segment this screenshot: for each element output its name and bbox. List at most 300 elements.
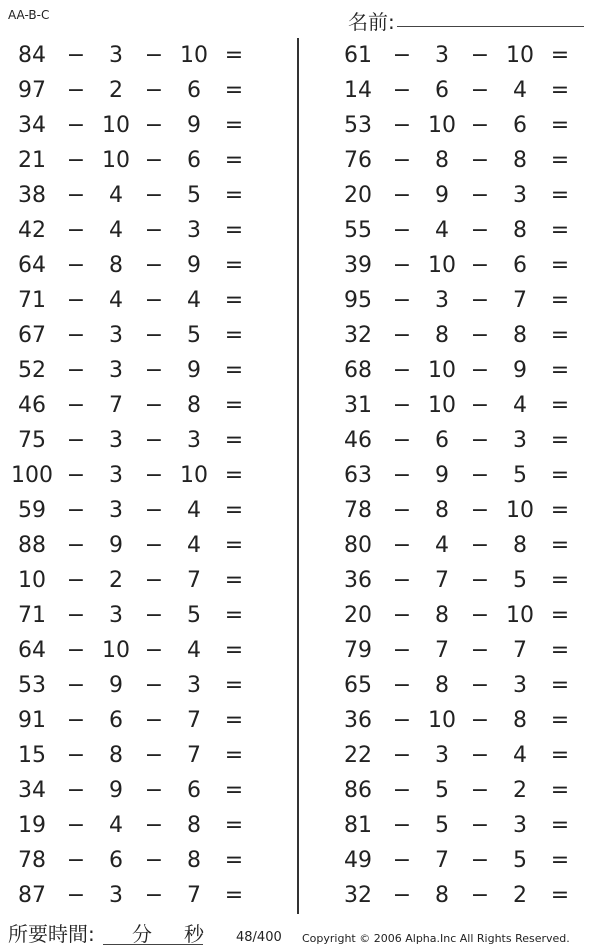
equals-sign: =	[550, 883, 570, 908]
subtrahend-2: 3	[513, 673, 527, 698]
minus-sign: −	[66, 78, 86, 103]
minus-sign: −	[392, 428, 412, 453]
subtrahend-2: 8	[513, 323, 527, 348]
page-number: 48/400	[236, 930, 282, 945]
minuend: 87	[18, 883, 46, 908]
minus-sign: −	[470, 883, 490, 908]
subtrahend-1: 10	[102, 638, 130, 663]
problem-row	[10, 248, 310, 283]
subtrahend-1: 6	[435, 78, 449, 103]
subtrahend-1: 7	[435, 638, 449, 663]
subtrahend-1: 5	[435, 813, 449, 838]
subtrahend-1: 4	[435, 218, 449, 243]
equals-sign: =	[550, 708, 570, 733]
minus-sign: −	[144, 603, 164, 628]
subtrahend-2: 7	[187, 708, 201, 733]
minus-sign: −	[392, 883, 412, 908]
minuend: 14	[344, 78, 372, 103]
minuend: 46	[18, 393, 46, 418]
subtrahend-1: 8	[109, 253, 123, 278]
problem-row	[10, 38, 310, 73]
minuend: 53	[18, 673, 46, 698]
minus-sign: −	[66, 218, 86, 243]
minuend: 46	[344, 428, 372, 453]
subtrahend-2: 8	[187, 813, 201, 838]
subtrahend-1: 3	[109, 603, 123, 628]
minuend: 36	[344, 708, 372, 733]
equals-sign: =	[224, 743, 244, 768]
problem-row	[336, 878, 600, 913]
subtrahend-2: 4	[513, 78, 527, 103]
subtrahend-1: 3	[109, 323, 123, 348]
minuend: 100	[11, 463, 53, 488]
equals-sign: =	[550, 743, 570, 768]
equals-sign: =	[224, 218, 244, 243]
equals-sign: =	[550, 358, 570, 383]
minus-sign: −	[392, 183, 412, 208]
minus-sign: −	[392, 568, 412, 593]
minuend: 42	[18, 218, 46, 243]
subtrahend-1: 8	[435, 883, 449, 908]
subtrahend-1: 3	[435, 743, 449, 768]
problem-row	[10, 213, 310, 248]
problem-row	[10, 703, 310, 738]
subtrahend-1: 2	[109, 568, 123, 593]
minus-sign: −	[470, 743, 490, 768]
minus-sign: −	[144, 323, 164, 348]
subtrahend-1: 4	[109, 813, 123, 838]
subtrahend-1: 8	[109, 743, 123, 768]
equals-sign: =	[224, 883, 244, 908]
equals-sign: =	[550, 673, 570, 698]
minus-sign: −	[470, 323, 490, 348]
minuend: 63	[344, 463, 372, 488]
subtrahend-1: 4	[435, 533, 449, 558]
subtrahend-1: 2	[109, 78, 123, 103]
problem-row	[336, 283, 600, 318]
minuend: 91	[18, 708, 46, 733]
minus-sign: −	[66, 638, 86, 663]
minuend: 78	[18, 848, 46, 873]
equals-sign: =	[550, 393, 570, 418]
minus-sign: −	[392, 813, 412, 838]
minuend: 84	[18, 43, 46, 68]
minus-sign: −	[66, 673, 86, 698]
problem-row	[336, 563, 600, 598]
problem-row	[10, 773, 310, 808]
minus-sign: −	[144, 288, 164, 313]
minuend: 68	[344, 358, 372, 383]
subtrahend-2: 3	[513, 813, 527, 838]
problem-row	[10, 458, 310, 493]
minuend: 34	[18, 113, 46, 138]
subtrahend-1: 3	[109, 428, 123, 453]
worksheet-code: AA-B-C	[8, 8, 50, 22]
seconds-label: 秒	[184, 922, 204, 946]
subtrahend-2: 5	[187, 323, 201, 348]
problem-row	[10, 318, 310, 353]
problem-row	[336, 388, 600, 423]
minus-sign: −	[144, 708, 164, 733]
minuend: 76	[344, 148, 372, 173]
minuend: 19	[18, 813, 46, 838]
subtrahend-2: 9	[187, 358, 201, 383]
equals-sign: =	[550, 428, 570, 453]
subtrahend-1: 8	[435, 673, 449, 698]
equals-sign: =	[550, 568, 570, 593]
subtrahend-2: 8	[513, 148, 527, 173]
problem-row	[10, 283, 310, 318]
minus-sign: −	[144, 743, 164, 768]
equals-sign: =	[224, 183, 244, 208]
minuend: 53	[344, 113, 372, 138]
minus-sign: −	[66, 848, 86, 873]
equals-sign: =	[550, 533, 570, 558]
minus-sign: −	[144, 533, 164, 558]
minus-sign: −	[392, 743, 412, 768]
minus-sign: −	[470, 638, 490, 663]
subtrahend-1: 3	[435, 288, 449, 313]
subtrahend-2: 4	[187, 638, 201, 663]
problem-row	[336, 773, 600, 808]
name-label: 名前:	[348, 10, 395, 34]
problem-row	[336, 703, 600, 738]
minus-sign: −	[470, 253, 490, 278]
minus-sign: −	[470, 288, 490, 313]
minus-sign: −	[392, 638, 412, 663]
equals-sign: =	[550, 603, 570, 628]
subtrahend-2: 2	[513, 883, 527, 908]
subtrahend-1: 3	[435, 43, 449, 68]
equals-sign: =	[550, 43, 570, 68]
subtrahend-1: 4	[109, 183, 123, 208]
equals-sign: =	[550, 498, 570, 523]
subtrahend-2: 4	[187, 533, 201, 558]
minus-sign: −	[144, 428, 164, 453]
minus-sign: −	[144, 498, 164, 523]
subtrahend-1: 7	[109, 393, 123, 418]
subtrahend-2: 10	[506, 43, 534, 68]
minus-sign: −	[392, 603, 412, 628]
subtrahend-1: 8	[435, 603, 449, 628]
minus-sign: −	[144, 183, 164, 208]
minuend: 32	[344, 323, 372, 348]
subtrahend-2: 6	[513, 253, 527, 278]
subtrahend-1: 3	[109, 43, 123, 68]
minuend: 20	[344, 603, 372, 628]
subtrahend-2: 3	[513, 428, 527, 453]
subtrahend-2: 3	[513, 183, 527, 208]
minus-sign: −	[66, 533, 86, 558]
subtrahend-2: 5	[187, 603, 201, 628]
minus-sign: −	[392, 848, 412, 873]
problem-row	[10, 808, 310, 843]
minus-sign: −	[392, 78, 412, 103]
subtrahend-2: 10	[180, 43, 208, 68]
minus-sign: −	[470, 463, 490, 488]
subtrahend-2: 4	[513, 393, 527, 418]
minuend: 88	[18, 533, 46, 558]
minuend: 64	[18, 638, 46, 663]
minuend: 95	[344, 288, 372, 313]
problem-row	[336, 73, 600, 108]
minus-sign: −	[66, 498, 86, 523]
equals-sign: =	[224, 673, 244, 698]
minuend: 67	[18, 323, 46, 348]
minus-sign: −	[392, 358, 412, 383]
minuend: 20	[344, 183, 372, 208]
minus-sign: −	[144, 218, 164, 243]
problem-row	[10, 598, 310, 633]
minuend: 39	[344, 253, 372, 278]
minus-sign: −	[66, 708, 86, 733]
minus-sign: −	[392, 708, 412, 733]
problem-row	[336, 493, 600, 528]
subtrahend-2: 8	[513, 533, 527, 558]
minus-sign: −	[66, 148, 86, 173]
problem-row	[336, 598, 600, 633]
subtrahend-1: 8	[435, 323, 449, 348]
minus-sign: −	[392, 393, 412, 418]
minuend: 86	[344, 778, 372, 803]
problem-row	[336, 178, 600, 213]
minus-sign: −	[392, 43, 412, 68]
subtrahend-1: 7	[435, 568, 449, 593]
minus-sign: −	[470, 848, 490, 873]
problem-row	[336, 353, 600, 388]
problem-row	[336, 738, 600, 773]
equals-sign: =	[550, 463, 570, 488]
equals-sign: =	[224, 148, 244, 173]
minus-sign: −	[392, 673, 412, 698]
minus-sign: −	[66, 463, 86, 488]
minus-sign: −	[66, 743, 86, 768]
minus-sign: −	[470, 428, 490, 453]
minuend: 15	[18, 743, 46, 768]
subtrahend-1: 9	[435, 463, 449, 488]
minus-sign: −	[144, 673, 164, 698]
equals-sign: =	[224, 813, 244, 838]
equals-sign: =	[224, 848, 244, 873]
minus-sign: −	[66, 568, 86, 593]
subtrahend-1: 9	[109, 778, 123, 803]
minutes-label: 分	[132, 922, 152, 946]
equals-sign: =	[224, 778, 244, 803]
minus-sign: −	[144, 638, 164, 663]
minuend: 36	[344, 568, 372, 593]
subtrahend-1: 10	[428, 393, 456, 418]
problem-row	[10, 738, 310, 773]
problem-row	[10, 178, 310, 213]
name-field-line	[397, 26, 584, 27]
problem-row	[10, 493, 310, 528]
equals-sign: =	[550, 813, 570, 838]
problem-row	[336, 808, 600, 843]
minuend: 59	[18, 498, 46, 523]
minus-sign: −	[144, 393, 164, 418]
minus-sign: −	[66, 778, 86, 803]
minus-sign: −	[470, 43, 490, 68]
equals-sign: =	[224, 568, 244, 593]
equals-sign: =	[224, 463, 244, 488]
subtrahend-2: 4	[187, 288, 201, 313]
subtrahend-1: 10	[102, 148, 130, 173]
subtrahend-2: 7	[187, 883, 201, 908]
minus-sign: −	[66, 288, 86, 313]
problem-row	[10, 633, 310, 668]
equals-sign: =	[550, 148, 570, 173]
minus-sign: −	[66, 253, 86, 278]
subtrahend-1: 10	[428, 358, 456, 383]
problem-row	[336, 633, 600, 668]
minus-sign: −	[470, 673, 490, 698]
problem-row	[336, 213, 600, 248]
problem-row	[336, 843, 600, 878]
subtrahend-2: 3	[187, 428, 201, 453]
minus-sign: −	[470, 218, 490, 243]
subtrahend-1: 10	[428, 253, 456, 278]
problem-row	[10, 353, 310, 388]
equals-sign: =	[550, 848, 570, 873]
minus-sign: −	[392, 533, 412, 558]
minuend: 32	[344, 883, 372, 908]
minuend: 34	[18, 778, 46, 803]
minuend: 21	[18, 148, 46, 173]
minus-sign: −	[144, 113, 164, 138]
minus-sign: −	[470, 78, 490, 103]
minus-sign: −	[66, 43, 86, 68]
minus-sign: −	[144, 148, 164, 173]
minus-sign: −	[144, 813, 164, 838]
subtrahend-2: 6	[187, 78, 201, 103]
minus-sign: −	[470, 358, 490, 383]
problem-row	[10, 843, 310, 878]
equals-sign: =	[224, 78, 244, 103]
minuend: 55	[344, 218, 372, 243]
minus-sign: −	[470, 778, 490, 803]
problem-row	[336, 38, 600, 73]
problem-row	[10, 878, 310, 913]
equals-sign: =	[550, 218, 570, 243]
minus-sign: −	[144, 358, 164, 383]
minus-sign: −	[66, 883, 86, 908]
problem-row	[336, 458, 600, 493]
problem-row	[10, 143, 310, 178]
time-required-label: 所要時間:	[8, 922, 95, 946]
problem-row	[336, 423, 600, 458]
subtrahend-2: 8	[513, 218, 527, 243]
problem-row	[10, 668, 310, 703]
minus-sign: −	[392, 778, 412, 803]
subtrahend-2: 10	[506, 498, 534, 523]
minus-sign: −	[144, 778, 164, 803]
minuend: 10	[18, 568, 46, 593]
minuend: 65	[344, 673, 372, 698]
minus-sign: −	[66, 183, 86, 208]
minus-sign: −	[392, 288, 412, 313]
subtrahend-2: 9	[187, 113, 201, 138]
equals-sign: =	[550, 323, 570, 348]
subtrahend-2: 7	[187, 743, 201, 768]
minus-sign: −	[66, 358, 86, 383]
minus-sign: −	[392, 253, 412, 278]
minus-sign: −	[66, 428, 86, 453]
minuend: 61	[344, 43, 372, 68]
minus-sign: −	[392, 218, 412, 243]
subtrahend-2: 10	[506, 603, 534, 628]
equals-sign: =	[224, 603, 244, 628]
subtrahend-1: 6	[109, 848, 123, 873]
equals-sign: =	[224, 323, 244, 348]
problem-row	[10, 423, 310, 458]
equals-sign: =	[224, 358, 244, 383]
copyright: Copyright © 2006 Alpha.Inc All Rights Reserved.	[302, 932, 570, 945]
minus-sign: −	[66, 323, 86, 348]
minuend: 71	[18, 603, 46, 628]
equals-sign: =	[550, 288, 570, 313]
subtrahend-2: 3	[187, 218, 201, 243]
subtrahend-1: 4	[109, 288, 123, 313]
equals-sign: =	[224, 393, 244, 418]
equals-sign: =	[224, 638, 244, 663]
minuend: 52	[18, 358, 46, 383]
minus-sign: −	[66, 603, 86, 628]
minus-sign: −	[470, 813, 490, 838]
minus-sign: −	[470, 113, 490, 138]
minus-sign: −	[144, 848, 164, 873]
subtrahend-2: 5	[187, 183, 201, 208]
minus-sign: −	[66, 393, 86, 418]
equals-sign: =	[550, 113, 570, 138]
subtrahend-1: 4	[109, 218, 123, 243]
problem-row	[336, 668, 600, 703]
minuend: 22	[344, 743, 372, 768]
minus-sign: −	[470, 533, 490, 558]
equals-sign: =	[224, 498, 244, 523]
equals-sign: =	[550, 778, 570, 803]
subtrahend-1: 6	[435, 428, 449, 453]
minus-sign: −	[470, 603, 490, 628]
subtrahend-1: 9	[109, 673, 123, 698]
problem-row	[336, 528, 600, 563]
minus-sign: −	[392, 148, 412, 173]
problem-row	[10, 388, 310, 423]
subtrahend-2: 6	[187, 778, 201, 803]
subtrahend-1: 10	[428, 708, 456, 733]
column-divider	[297, 38, 299, 914]
minus-sign: −	[144, 43, 164, 68]
minuend: 79	[344, 638, 372, 663]
subtrahend-2: 5	[513, 848, 527, 873]
minuend: 81	[344, 813, 372, 838]
minuend: 38	[18, 183, 46, 208]
minus-sign: −	[66, 113, 86, 138]
subtrahend-2: 9	[187, 253, 201, 278]
problem-row	[10, 528, 310, 563]
subtrahend-2: 4	[187, 498, 201, 523]
minuend: 71	[18, 288, 46, 313]
equals-sign: =	[550, 78, 570, 103]
minuend: 80	[344, 533, 372, 558]
equals-sign: =	[550, 253, 570, 278]
problem-row	[336, 248, 600, 283]
subtrahend-2: 8	[187, 848, 201, 873]
subtrahend-2: 3	[187, 673, 201, 698]
subtrahend-1: 8	[435, 498, 449, 523]
subtrahend-2: 5	[513, 568, 527, 593]
minuend: 31	[344, 393, 372, 418]
subtrahend-2: 5	[513, 463, 527, 488]
